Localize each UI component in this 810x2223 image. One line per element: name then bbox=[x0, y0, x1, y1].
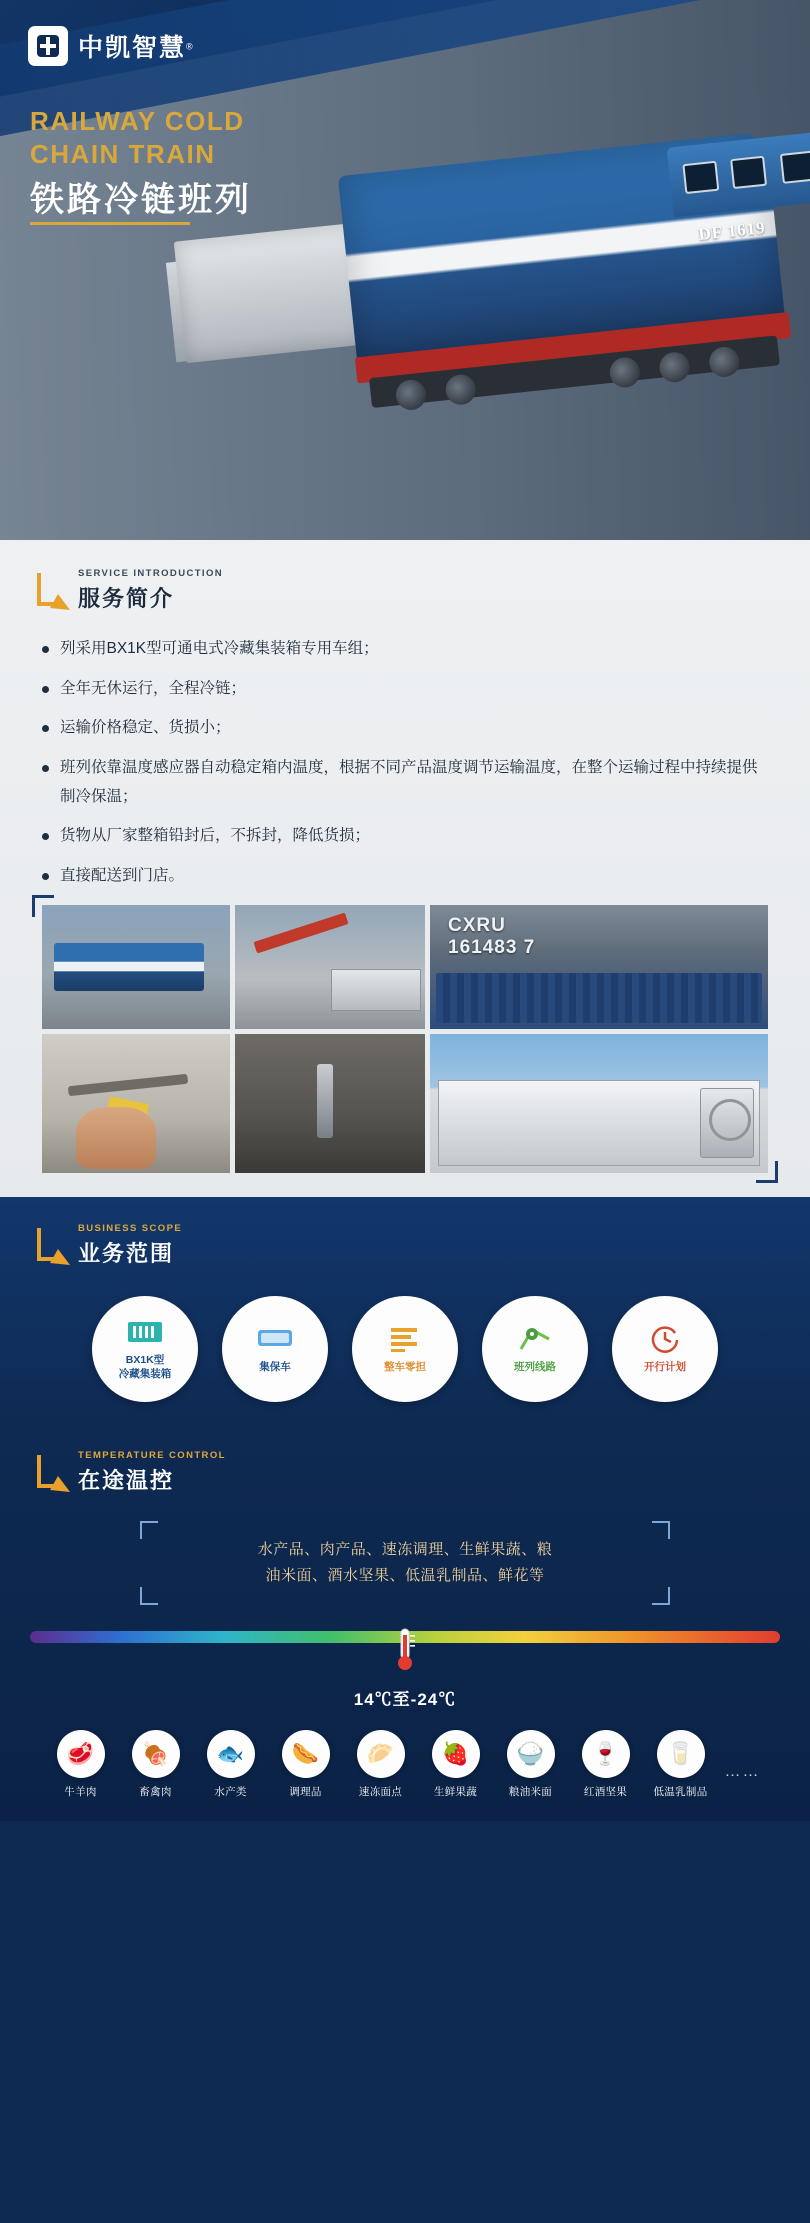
flatcar-icon bbox=[256, 1323, 294, 1355]
box-corner-bottom-right bbox=[652, 1587, 670, 1605]
boxcar-near bbox=[174, 223, 371, 364]
scope-label-line1: BX1K型 bbox=[125, 1354, 165, 1367]
list-item: 货物从厂家整箱铅封后，不拆封，降低货损； bbox=[42, 822, 770, 851]
brand-name: 中凯智慧 bbox=[78, 34, 187, 62]
food-label: 粮油米面 bbox=[508, 1786, 553, 1799]
dairy-icon: 🥛 bbox=[657, 1730, 705, 1778]
scope-item-label: 集保车 bbox=[259, 1361, 291, 1374]
temperature-heading bbox=[0, 1450, 810, 1495]
temperature-head-cn: 在途温控 bbox=[78, 1467, 175, 1493]
photo-train bbox=[42, 905, 230, 1029]
scope-label-line2: 冷藏集装箱 bbox=[118, 1368, 172, 1381]
list-item: 班列依靠温度感应器自动稳定箱内温度，根据不同产品温度调节运输温度，在整个运输过程中持续提供制冷保温； bbox=[42, 754, 770, 811]
locomotive-cab bbox=[667, 129, 810, 217]
scope-item-label: 开行计划 bbox=[644, 1361, 686, 1374]
grain-oil-icon: 🍚 bbox=[507, 1730, 555, 1778]
scope-item-list bbox=[0, 1296, 810, 1402]
list-item[interactable] bbox=[650, 1730, 712, 1799]
hero-title-chinese: 铁路冷链班列 bbox=[30, 181, 252, 219]
hero-banner bbox=[0, 0, 810, 540]
brand-logo-text bbox=[78, 28, 193, 64]
food-label: 生鲜果蔬 bbox=[433, 1786, 478, 1799]
hero-title-en-line1: RAILWAY COLD bbox=[30, 106, 245, 136]
goods-categories-text bbox=[158, 1537, 652, 1590]
list-item: 全年无休运行，全程冷链； bbox=[42, 675, 770, 704]
food-label: 低温乳制品 bbox=[653, 1786, 708, 1799]
more-ellipsis: …… bbox=[724, 1762, 761, 1780]
scope-heading bbox=[0, 1223, 810, 1268]
box-corner-top-right bbox=[652, 1521, 670, 1539]
food-label: 速冻面点 bbox=[358, 1786, 403, 1799]
list-item[interactable] bbox=[125, 1730, 187, 1799]
scope-head-en: BUSINESS SCOPE bbox=[78, 1222, 183, 1234]
list-item: 列采用BX1K型可通电式冷藏集装箱专用车组； bbox=[42, 635, 770, 664]
list-item: 运输价格稳定、货损小； bbox=[42, 714, 770, 743]
photo-reefer-container bbox=[430, 1034, 768, 1173]
scope-item-label: 整车零担 bbox=[384, 1361, 426, 1374]
warehouse-icon bbox=[388, 1323, 422, 1355]
hero-underline bbox=[30, 222, 190, 225]
scope-item-flatcar[interactable] bbox=[222, 1296, 328, 1402]
photo-blue-container bbox=[430, 905, 768, 1029]
fresh-produce-icon: 🍓 bbox=[432, 1730, 480, 1778]
list-item[interactable] bbox=[350, 1730, 412, 1799]
scope-item-schedule[interactable] bbox=[612, 1296, 718, 1402]
scope-head-cn: 业务范围 bbox=[78, 1240, 175, 1266]
goods-line-1: 水产品、肉产品、速冻调理、生鲜果蔬、粮 bbox=[257, 1540, 553, 1558]
seafood-icon: 🐟 bbox=[207, 1730, 255, 1778]
service-bullet-list bbox=[42, 635, 770, 891]
hero-train-photo bbox=[155, 86, 810, 483]
service-photo-gallery bbox=[42, 905, 768, 1173]
box-corner-top-left bbox=[140, 1521, 158, 1539]
list-item[interactable] bbox=[500, 1730, 562, 1799]
photo-seal-hand bbox=[42, 1034, 230, 1173]
list-item[interactable] bbox=[575, 1730, 637, 1799]
food-label: 牛羊肉 bbox=[64, 1786, 97, 1799]
service-head-cn: 服务简介 bbox=[78, 586, 175, 611]
arrow-down-icon bbox=[36, 1452, 70, 1492]
food-label: 水产类 bbox=[214, 1786, 247, 1799]
scope-item-label: 班列线路 bbox=[514, 1361, 556, 1374]
business-scope-section bbox=[0, 1197, 810, 1426]
frozen-dimsum-icon: 🥟 bbox=[357, 1730, 405, 1778]
trademark-symbol: ® bbox=[186, 41, 193, 52]
cab-window-mid bbox=[730, 156, 767, 189]
prepared-food-icon: 🌭 bbox=[282, 1730, 330, 1778]
hand bbox=[76, 1107, 156, 1169]
photo-reach-stacker bbox=[235, 905, 425, 1029]
list-item[interactable] bbox=[200, 1730, 262, 1799]
scope-item-label bbox=[119, 1353, 172, 1381]
thermometer-wrap bbox=[0, 1637, 810, 1683]
locomotive-number: DF 1619 bbox=[697, 217, 767, 244]
container-code: CXRU bbox=[448, 914, 506, 936]
list-item[interactable] bbox=[50, 1730, 112, 1799]
arrow-down-icon bbox=[36, 1225, 70, 1265]
temperature-control-section bbox=[0, 1426, 810, 1822]
scope-item-warehouse[interactable] bbox=[352, 1296, 458, 1402]
poultry-icon: 🍖 bbox=[132, 1730, 180, 1778]
brand-logo bbox=[28, 26, 193, 66]
route-pin-icon bbox=[518, 1323, 552, 1355]
arrow-down-icon bbox=[36, 570, 70, 610]
temperature-head-en: TEMPERATURE CONTROL bbox=[78, 1449, 226, 1461]
food-label: 调理品 bbox=[289, 1786, 322, 1799]
container-number: 161483 7 bbox=[448, 936, 536, 958]
beef-mutton-icon: 🥩 bbox=[57, 1730, 105, 1778]
container-corrugation bbox=[436, 973, 762, 1023]
goods-categories-box bbox=[140, 1521, 670, 1606]
thermometer-icon bbox=[394, 1627, 416, 1673]
clock-plan-icon bbox=[650, 1323, 680, 1355]
food-label: 红酒坚果 bbox=[583, 1786, 628, 1799]
temperature-range-label: 14℃至-24℃ bbox=[353, 1690, 457, 1710]
photo-seal-closeup bbox=[235, 1034, 425, 1173]
food-label: 畜禽肉 bbox=[139, 1786, 172, 1799]
container-icon bbox=[127, 1316, 163, 1348]
service-heading bbox=[0, 568, 810, 613]
hero-title-en-line2: CHAIN TRAIN bbox=[30, 138, 216, 169]
list-item: 直接配送到门店。 bbox=[42, 862, 770, 891]
list-item[interactable] bbox=[425, 1730, 487, 1799]
box-corner-bottom-left bbox=[140, 1587, 158, 1605]
service-section bbox=[0, 540, 810, 1197]
service-head-en: SERVICE INTRODUCTION bbox=[78, 568, 224, 579]
cab-window-left bbox=[682, 161, 719, 194]
scope-item-container[interactable] bbox=[92, 1296, 198, 1402]
reefer-cooling-unit bbox=[700, 1088, 754, 1158]
food-category-list bbox=[0, 1730, 810, 1821]
goods-line-2: 油米面、酒水坚果、低温乳制品、鲜花等 bbox=[265, 1566, 545, 1584]
cab-window-right bbox=[780, 150, 810, 183]
cross-in-square-icon bbox=[28, 26, 68, 66]
scope-item-route[interactable] bbox=[482, 1296, 588, 1402]
hero-title-english bbox=[30, 105, 244, 170]
list-item[interactable] bbox=[275, 1730, 337, 1799]
wine-nuts-icon: 🍷 bbox=[582, 1730, 630, 1778]
